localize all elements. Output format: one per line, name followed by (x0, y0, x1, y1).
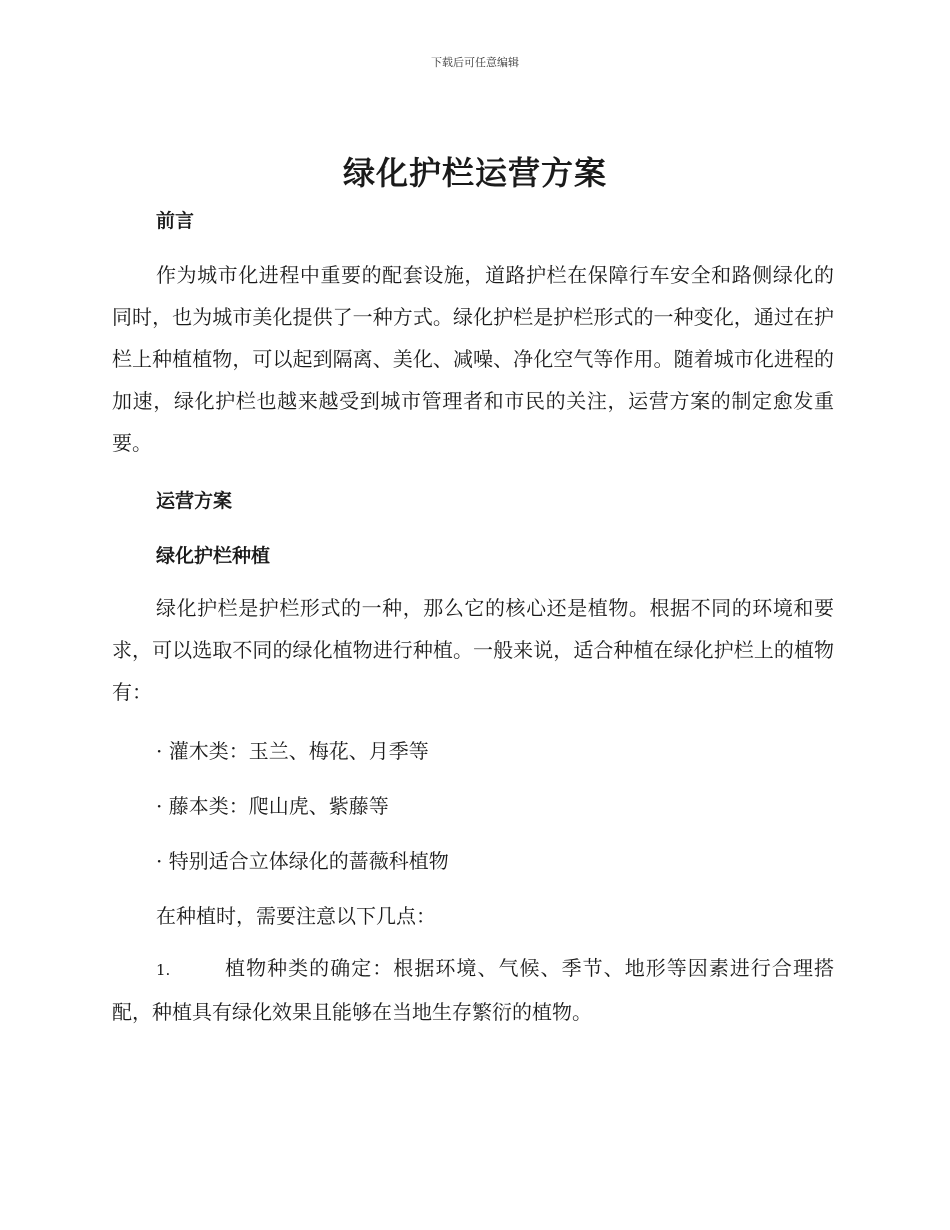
bullet-item: · 灌木类：玉兰、梅花、月季等 (156, 739, 429, 763)
item-number: 1. (156, 961, 171, 979)
preface-heading: 前言 (156, 210, 195, 232)
bullet-item: · 藤本类：爬山虎、紫藤等 (156, 794, 389, 818)
numbered-item (112, 947, 834, 1033)
bullet-item: · 特别适合立体绿化的蔷薇科植物 (156, 849, 449, 873)
document-title: 绿化护栏运营方案 (342, 154, 607, 192)
plan-heading: 运营方案 (156, 490, 233, 512)
header-note: 下载后可任意编辑 (431, 56, 519, 69)
preface-paragraph: 作为城市化进程中重要的配套设施，道路护栏在保障行车安全和路侧绿化的同时，也为城市美化提供了一种方式。绿化护栏是护栏形式的一种变化，通过在护栏上种植植物，可以起到隔离、美化、减噪、净化空气等作用。随着城市化进程的加速，绿化护栏也越来越受到城市管理者和市民的关注，运营方案的制定愈发重要。 (112, 263, 834, 455)
notes-intro: 在种植时，需要注意以下几点： (156, 904, 436, 928)
planting-paragraph: 绿化护栏是护栏形式的一种，那么它的核心还是植物。根据不同的环境和要求，可以选取不同的绿化植物进行种植。一般来说，适合种植在绿化护栏上的植物有： (112, 596, 834, 704)
item-text: 植物种类的确定：根据环境、气候、季节、地形等因素进行合理搭配，种植具有绿化效果且能够在当地生存繁衍的植物。 (112, 956, 834, 1024)
planting-heading: 绿化护栏种植 (156, 545, 271, 567)
